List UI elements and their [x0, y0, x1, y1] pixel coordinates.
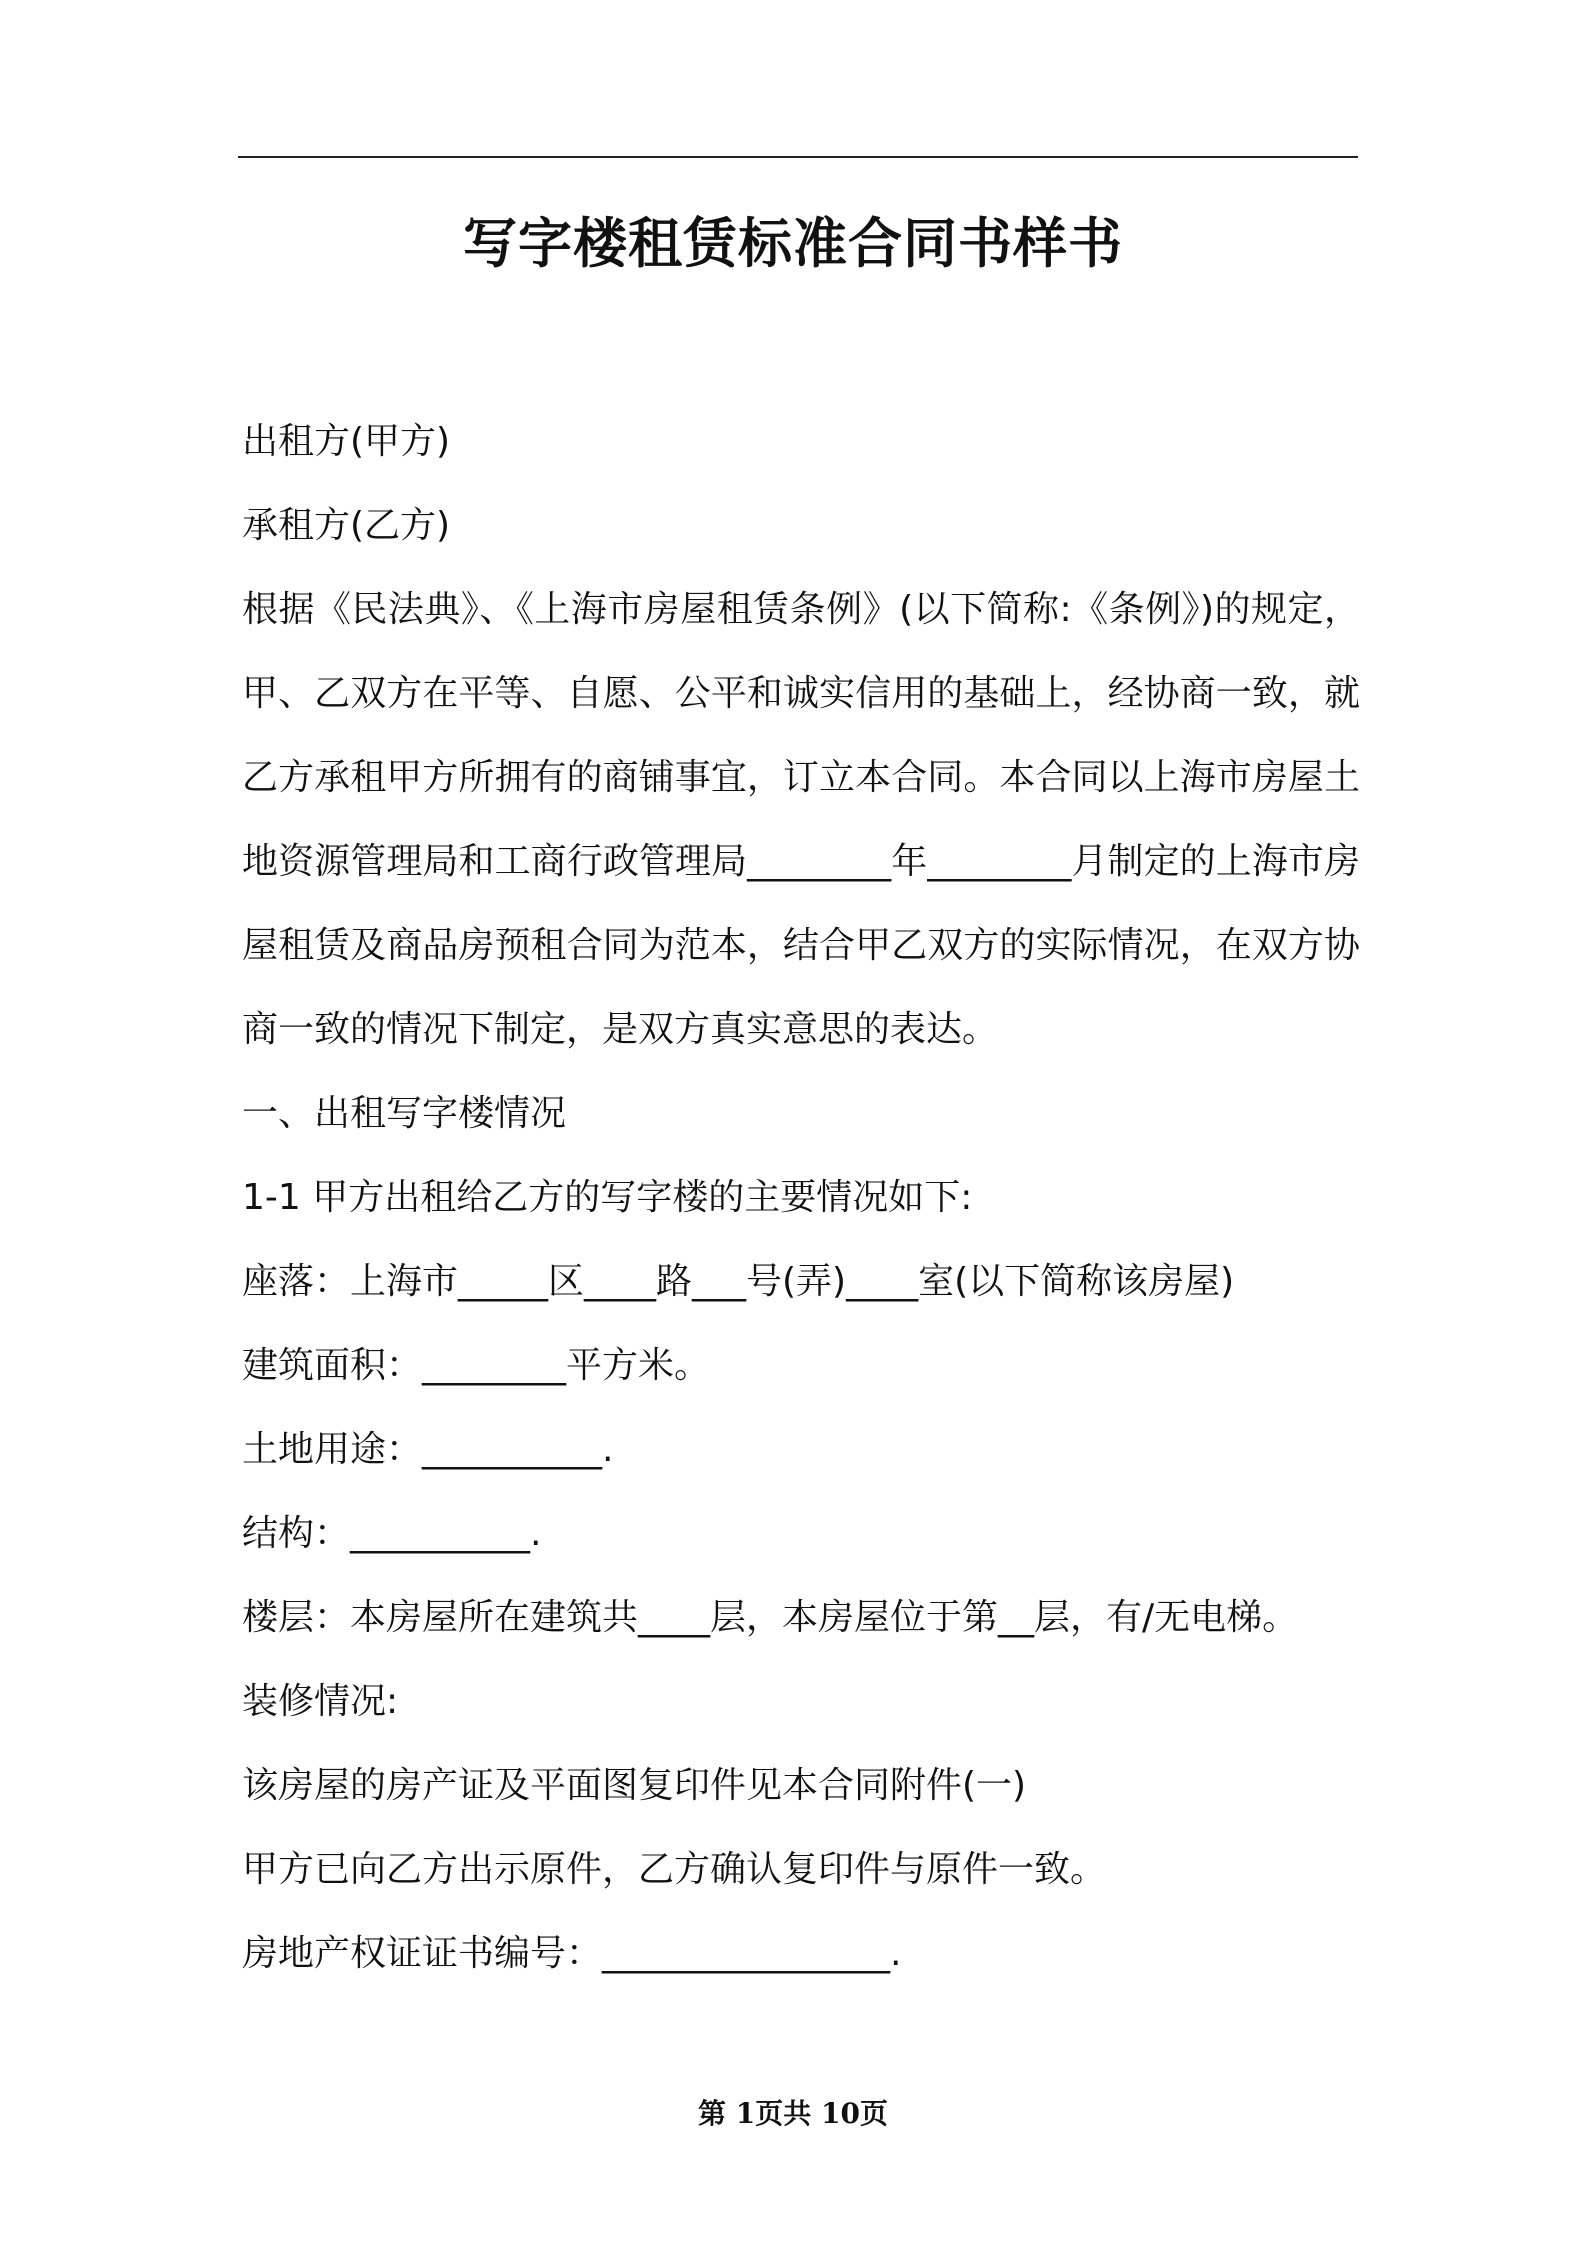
paragraph-lessee: 承租方(乙方) — [242, 505, 451, 546]
field-floors: 楼层：本房屋所在建筑共____层，本房屋位于第__层，有/无电梯。 — [242, 1597, 1299, 1638]
clause-1-1: 1-1 甲方出租给乙方的写字楼的主要情况如下: — [242, 1177, 973, 1218]
field-structure: 结构：__________. — [242, 1513, 542, 1554]
field-floor-area: 建筑面积：________平方米。 — [242, 1345, 711, 1386]
paragraph-attachment: 该房屋的房产证及平面图复印件见本合同附件(一) — [242, 1765, 1027, 1806]
paragraph-lessor: 出租方(甲方) — [242, 421, 451, 462]
paragraph-original-confirmed: 甲方已向乙方出示原件，乙方确认复印件与原件一致。 — [242, 1849, 1107, 1890]
section-heading-1: 一、出租写字楼情况 — [242, 1093, 567, 1134]
header-rule — [238, 156, 1358, 158]
document-title: 写字楼租赁标准合同书样书 — [463, 212, 1123, 275]
field-location: 座落：上海市_____区____路___号(弄)____室(以下简称该房屋) — [242, 1261, 1235, 1302]
document-body — [242, 400, 1360, 1996]
paragraph-preamble: 根据《民法典》、《上海市房屋租赁条例》(以下简称:《条例》)的规定，甲、乙双方在平等、自愿、公平和诚实信用的基础上，经协商一致，就乙方承租甲方所拥有的商铺事宜，订立本合同。本合同以上海市房屋土地资源管理局和工商行政管理局________年________月制定的上海市房屋租赁及商品房预租合同为范本，结合甲乙双方的实际情况，在双方协商一致的情况下制定，是双方真实意思的表达。 — [242, 589, 1360, 1050]
field-decoration: 装修情况: — [242, 1681, 399, 1722]
field-land-use: 土地用途：__________. — [242, 1429, 614, 1470]
field-certificate-number: 房地产权证证书编号：________________. — [242, 1933, 902, 1974]
page-number: 第 1页共 10页 — [698, 2097, 888, 2130]
